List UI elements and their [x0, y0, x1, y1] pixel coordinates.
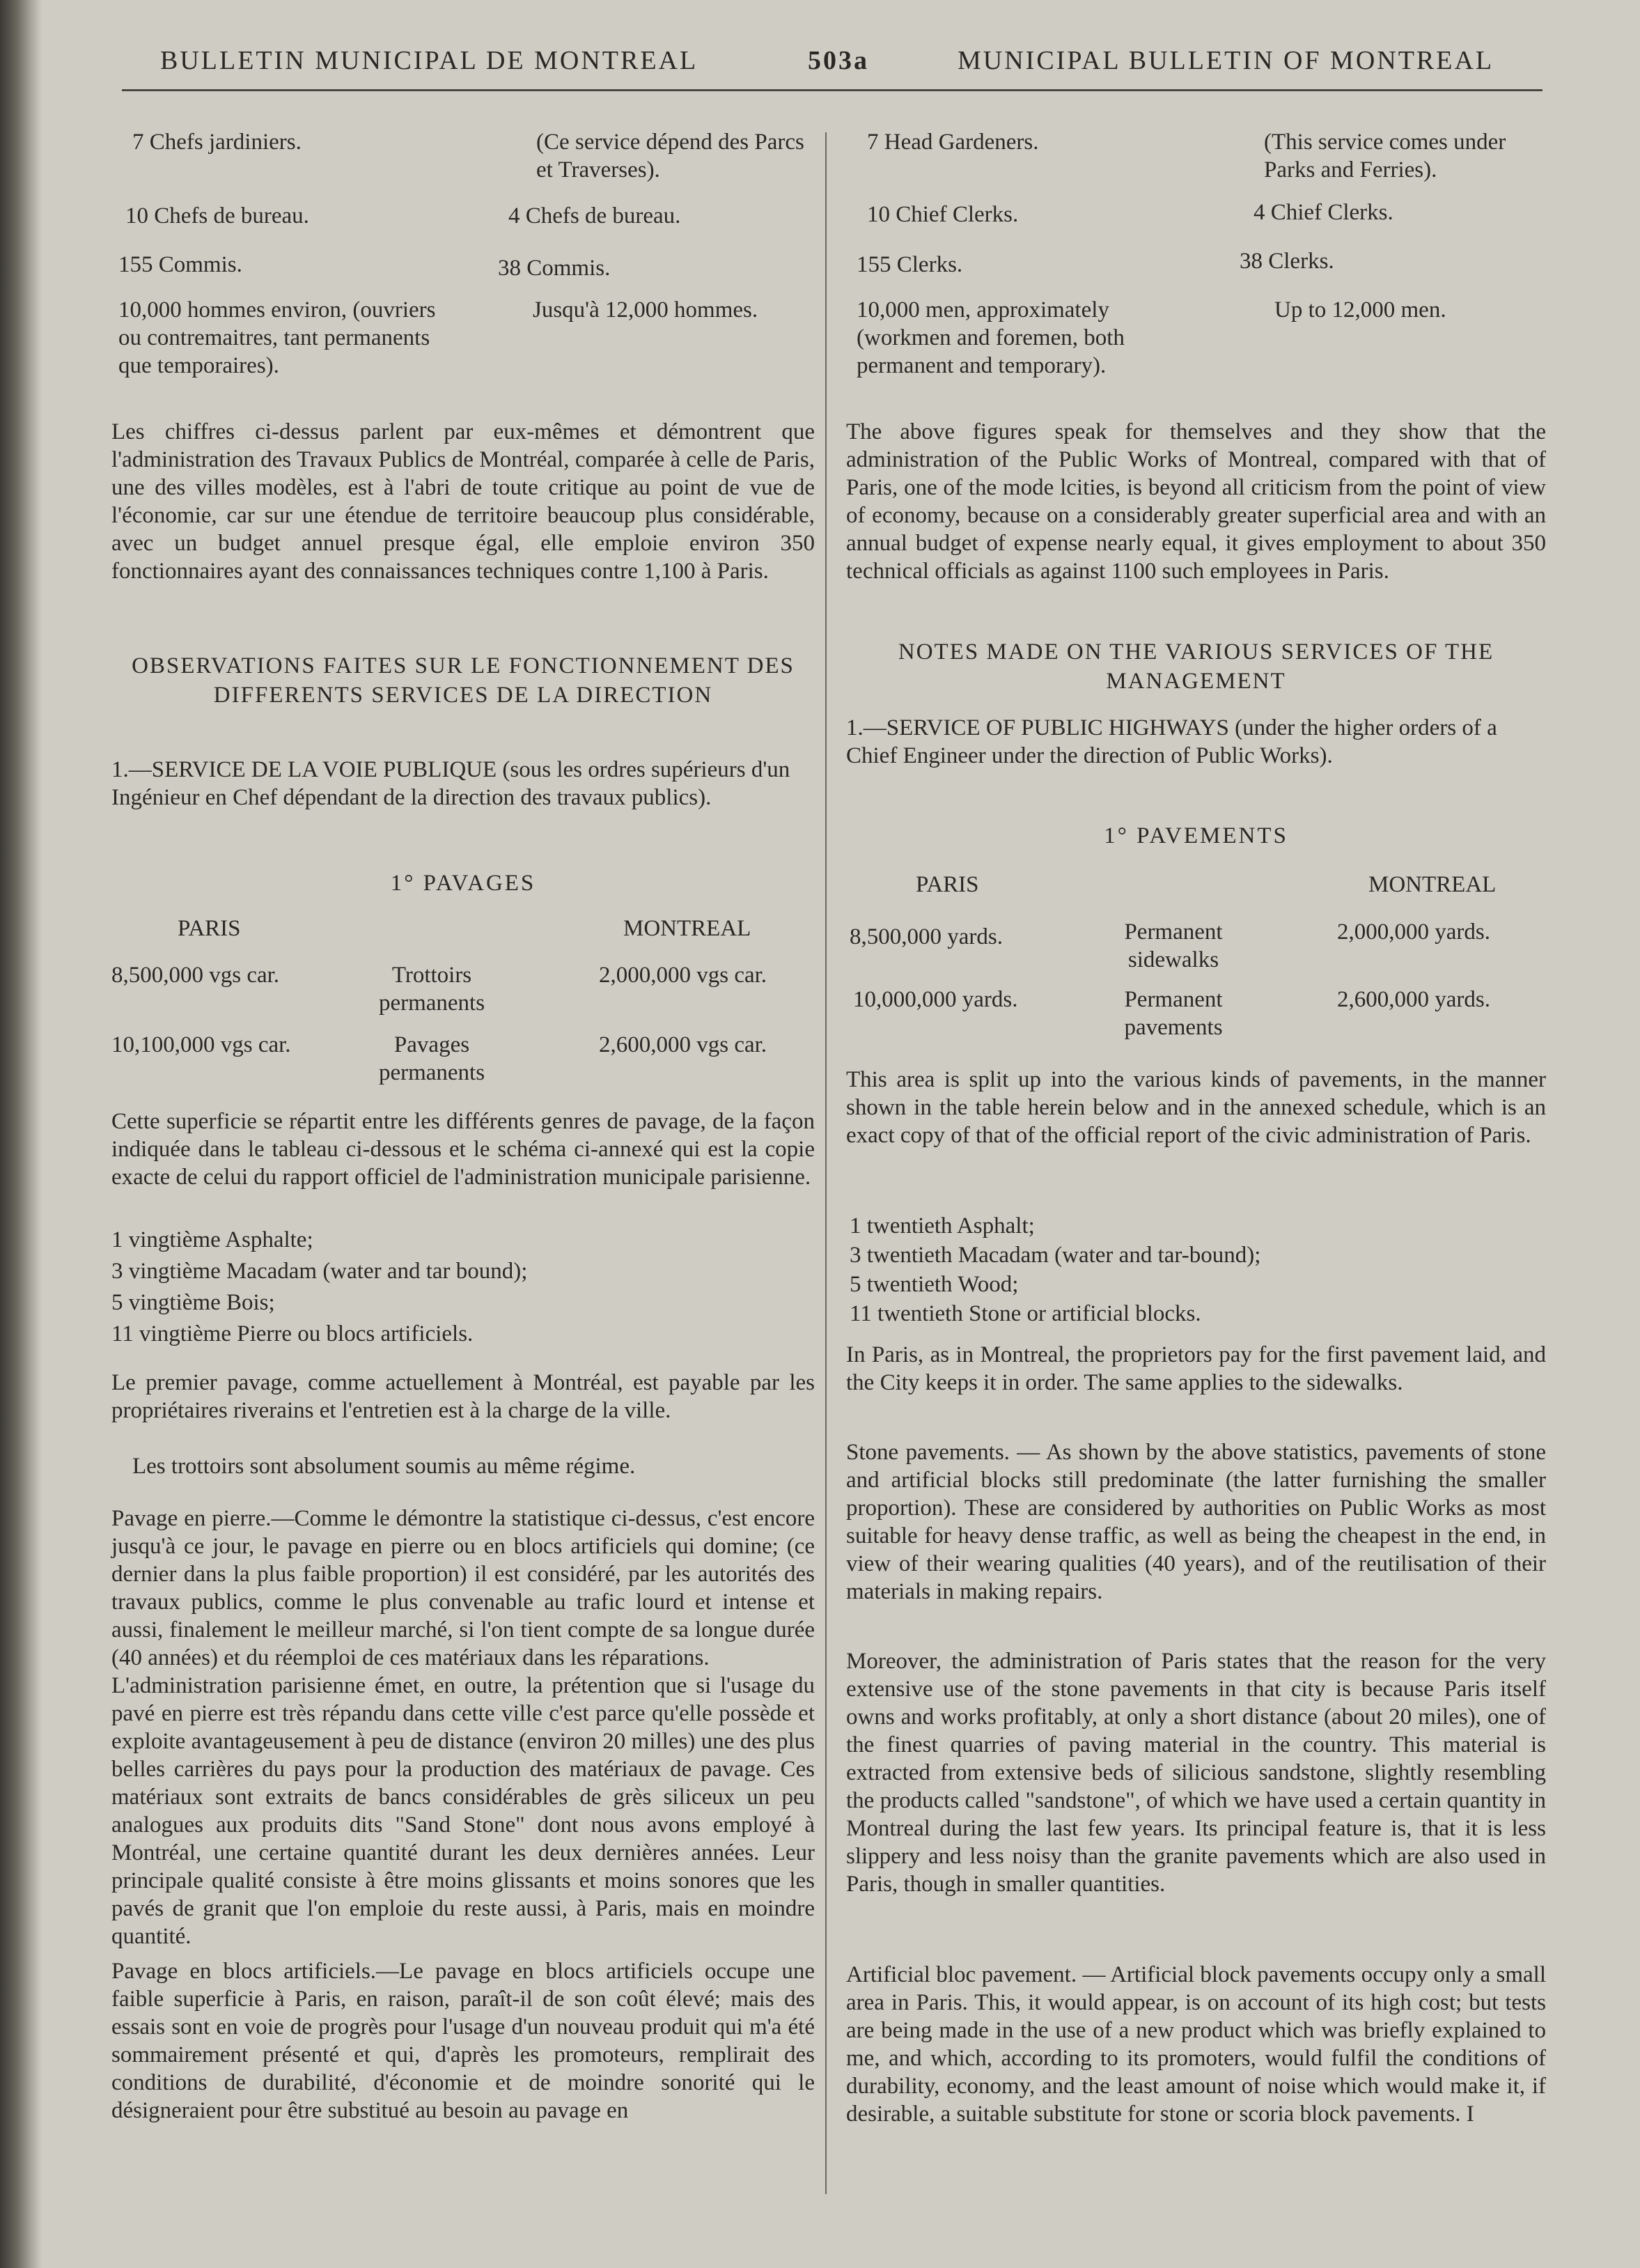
staff-row-a: 7 Chefs jardiniers. — [132, 130, 302, 155]
service-heading: 1.—SERVICE OF PUBLIC HIGHWAYS (under the higher orders of a Chief Engineer under the direction of Public Works). — [846, 715, 1497, 768]
col-header-paris: PARIS — [916, 872, 979, 897]
page-header — [139, 38, 1532, 80]
header-title-english: MUNICIPAL BULLETIN OF MONTREAL — [958, 46, 1494, 75]
paragraph: Moreover, the administration of Paris states that the reason for the very extensive use of the stone pavements in that city is because Paris itself owns and works profitably, at only a short distance (about 20 miles), one of the finest quarries of paving material in the country. This material is extracted from extensive beds of silicious sandstone, slightly resembling the products called "sandstone", of which we have used a certain quantity in Montreal during the last few years. Its principal feature is, that it is less slippery and less noisy than the granite pavements which are also used in Paris, though in smaller quantities. — [846, 1649, 1546, 1897]
list-item: 11 vingtième Pierre ou blocs artificiels. — [111, 1321, 474, 1346]
table-cell-label: Pavages permanents — [378, 1032, 485, 1085]
staff-row-a: 10 Chefs de bureau. — [125, 203, 309, 228]
staff-row-a: 10 Chief Clerks. — [867, 202, 1019, 227]
staff-row-b: 4 Chefs de bureau. — [508, 203, 681, 228]
staff-row-b: (This service comes under Parks and Ferries). — [1264, 130, 1506, 182]
table-cell-montreal: 2,600,000 yards. — [1337, 987, 1490, 1012]
paragraph: The above figures speak for themselves and they show that the administration of the Public Works of Montreal, compared with that of Paris, one of the mode lcities, is beyond all criticism from the point of view of economy, because on a considerably greater superficial area and with an annual budget of expense nearly equal, it gives employment to about 350 technical officials as against 1100 such employees in Paris. — [846, 419, 1546, 584]
paragraph: Le premier pavage, comme actuellement à Montréal, est payable par les propriétaires riverains et l'entretien est à la charge de la ville. — [111, 1370, 815, 1423]
list-item: 3 vingtième Macadam (water and tar bound); — [111, 1259, 528, 1284]
staff-row-b: 38 Commis. — [498, 256, 611, 281]
subsection-heading: 1° PAVAGES — [390, 871, 536, 896]
header-title-french: BULLETIN MUNICIPAL DE MONTREAL — [160, 46, 698, 75]
staff-row-b: Up to 12,000 men. — [1274, 297, 1446, 323]
table-cell-label: Trottoirs permanents — [378, 963, 485, 1016]
paragraph: Cette superficie se répartit entre les différents genres de pavage, de la façon indiquée dans le tableau ci-dessous et le schéma ci-annexé qui est la copie exacte de celui du rapport officiel de l'administration municipale parisienne. — [111, 1109, 815, 1190]
staff-row-b: Jusqu'à 12,000 hommes. — [533, 297, 758, 323]
col-header-montreal: MONTREAL — [1368, 872, 1497, 897]
table-cell-paris: 8,500,000 yards. — [850, 924, 1003, 949]
table-cell-label: Permanent pavements — [1124, 987, 1223, 1040]
table-cell-paris: 8,500,000 vgs car. — [111, 963, 280, 988]
staff-row-b: 38 Clerks. — [1240, 249, 1334, 274]
col-header-paris: PARIS — [178, 916, 241, 941]
section-heading: OBSERVATIONS FAITES SUR LE FONCTIONNEMENT DES DIFFERENTS SERVICES DE LA DIRECTION — [132, 653, 795, 708]
list-item: 5 twentieth Wood; — [850, 1272, 1019, 1297]
service-heading: 1.—SERVICE DE LA VOIE PUBLIQUE (sous les ordres supérieurs d'un Ingénieur en Chef dépendant de la direction des travaux publics). — [111, 757, 790, 810]
list-item: 1 vingtième Asphalte; — [111, 1227, 313, 1252]
list-item: 3 twentieth Macadam (water and tar-bound); — [850, 1243, 1261, 1268]
paragraph: This area is split up into the various kinds of pavements, in the manner shown in the table herein below and in the annexed schedule, which is an exact copy of that of the official report of the civic administration of Paris. — [846, 1067, 1546, 1148]
paragraph: Stone pavements. — As shown by the above statistics, pavements of stone and artificial blocks still predominate (the latter furnishing the smaller proportion). These are considered by authorities on Public Works as most suitable for heavy dense traffic, as well as being the cheapest in the end, in view of their wearing qualities (40 years), and of the reutilisation of their materials in making repairs. — [846, 1440, 1546, 1604]
paragraph: Artificial bloc pavement. — Artificial block pavements occupy only a small area in Paris. This, it would appear, is on account of its high cost; but tests are being made in the use of a new product which was briefly explained to me, and which, according to its promoters, would fulfil the conditions of durability, economy, and the least amount of noise which would make it, if desirable, a suitable substitute for stone or scoria block pavements. I — [846, 1962, 1546, 2127]
subsection-heading: 1° PAVEMENTS — [1104, 823, 1288, 848]
paragraph: Pavage en pierre.—Comme le démontre la statistique ci-dessus, c'est encore jusqu'à ce jour, le pavage en pierre ou en blocs artificiels qui domine; (ce dernier dans la plus faible proportion) il est considéré, par les autorités des travaux publics, comme le plus convenable au trafic lourd et intense et aussi, finalement le meilleur marché, si l'on tient compte de sa longue durée (40 années) et du réemploi de ces matériaux dans les réparations. — [111, 1506, 815, 1670]
page-binding-shadow — [0, 0, 42, 2268]
table-cell-montreal: 2,000,000 vgs car. — [599, 963, 767, 988]
paragraph: L'administration parisienne émet, en outre, la prétention que si l'usage du pavé en pierre est très répandu dans cette ville c'est parce qu'elle possède et exploite avantageusement à peu de distance (environ 20 milles) une des plus belles carrières du pays pour la production des matériaux de pavage. Ces matériaux sont extraits de bancs considérables de grès siliceux un peu analogues aux produits dits "Sand Stone" dont nous avons employé à Montréal, une certaine quantité durant les deux dernières années. Leur principale qualité consiste à être moins glissants et moins sonores que les pavés de granit que l'on emploie du reste aussi, à Paris, mais en moindre quantité. — [111, 1673, 815, 1949]
staff-row-a: 155 Clerks. — [857, 252, 963, 277]
paragraph: Les chiffres ci-dessus parlent par eux-mêmes et démontrent que l'administration des Travaux Publics de Montréal, comparée à celle de Paris, une des villes modèles, est à l'abri de toute critique au point de vue de l'économie, car sur une étendue de territoire beaucoup plus considérable, avec un budget annuel presque égal, elle emploie environ 350 fonctionnaires ayant des connaissances techniques contre 1,100 à Paris. — [111, 419, 815, 584]
list-item: 5 vingtième Bois; — [111, 1290, 275, 1315]
staff-row-a: 155 Commis. — [118, 252, 242, 277]
col-header-montreal: MONTREAL — [623, 916, 751, 941]
table-cell-paris: 10,100,000 vgs car. — [111, 1032, 291, 1057]
column-divider — [825, 132, 827, 2194]
staff-row-a: 10,000 hommes environ, (ouvriers ou contremaitres, tant permanents que temporaires). — [118, 297, 436, 378]
table-cell-paris: 10,000,000 yards. — [853, 987, 1018, 1012]
section-heading: NOTES MADE ON THE VARIOUS SERVICES OF THE MANAGEMENT — [898, 639, 1494, 694]
table-cell-montreal: 2,000,000 yards. — [1337, 919, 1490, 945]
list-item: 1 twentieth Asphalt; — [850, 1213, 1035, 1238]
paragraph: In Paris, as in Montreal, the proprietors pay for the first pavement laid, and the City keeps it in order. The same applies to the sidewalks. — [846, 1342, 1546, 1395]
table-cell-label: Permanent sidewalks — [1124, 919, 1223, 972]
page-number: 503a — [808, 46, 869, 75]
staff-row-a: 10,000 men, approximately (workmen and foremen, both permanent and temporary). — [857, 297, 1125, 378]
table-cell-montreal: 2,600,000 vgs car. — [599, 1032, 767, 1057]
staff-row-b: 4 Chief Clerks. — [1254, 200, 1393, 225]
header-rule — [122, 89, 1543, 91]
staff-row-b: (Ce service dépend des Parcs et Traverses). — [536, 130, 804, 182]
paragraph: Pavage en blocs artificiels.—Le pavage en blocs artificiels occupe une faible superficie à Paris, en raison, paraît-il de son coût élevé; mais des essais sont en voie de progrès pour l'usage d'un nouveau produit qui m'a été sommairement présenté et qui, d'après les promoteurs, remplirait des conditions de durabilité, d'économie et de moindre sonorité qui le désigneraient pour être substitué au besoin au pavage en — [111, 1959, 815, 2123]
list-item: 11 twentieth Stone or artificial blocks. — [850, 1301, 1201, 1326]
staff-row-a: 7 Head Gardeners. — [867, 130, 1039, 155]
paragraph: Les trottoirs sont absolument soumis au même régime. — [132, 1454, 636, 1479]
